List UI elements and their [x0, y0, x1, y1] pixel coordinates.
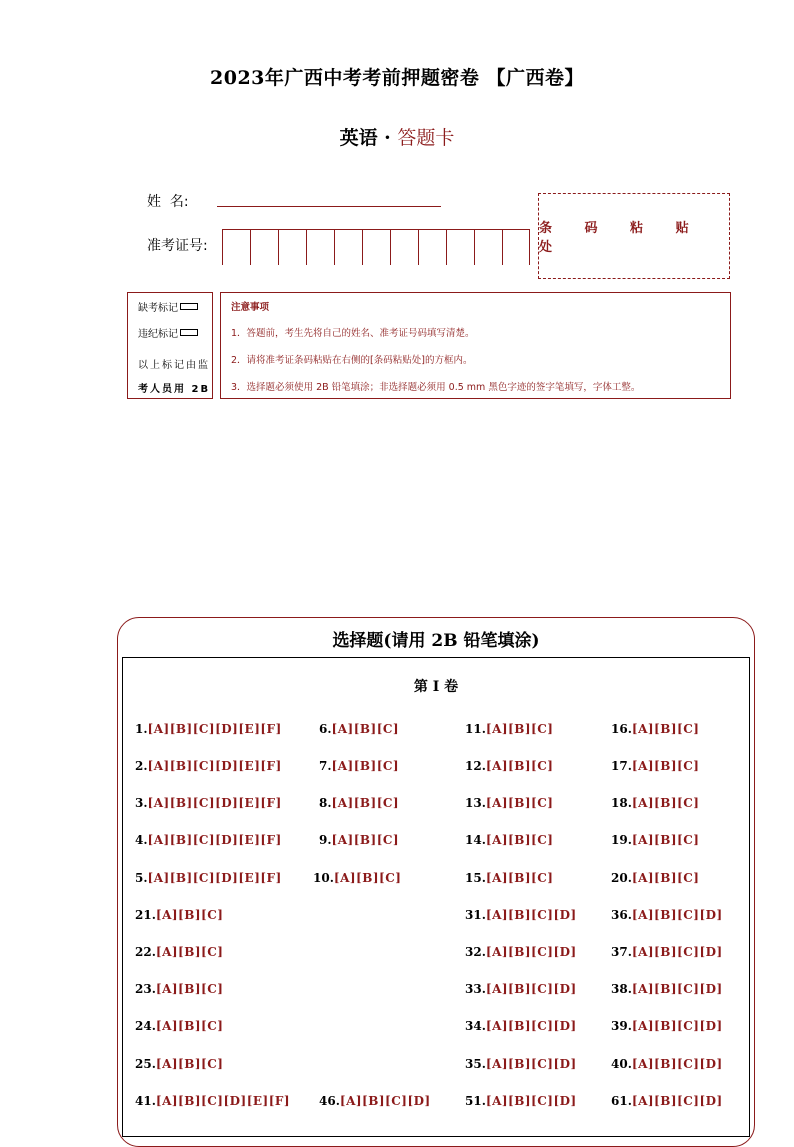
answer-options[interactable]: [A][B][C]: [155, 945, 224, 959]
question-number: 15.: [465, 871, 486, 885]
question-item: [611, 796, 699, 810]
answer-options[interactable]: [A][B][C]: [331, 722, 400, 736]
question-item: [465, 759, 553, 773]
answer-options[interactable]: [A][B][C][D]: [631, 1094, 723, 1108]
question-item: [135, 759, 282, 773]
question-item: [611, 908, 723, 922]
answer-options[interactable]: [A][B][C]: [333, 871, 402, 885]
answer-options[interactable]: [A][B][C]: [485, 833, 554, 847]
answer-options[interactable]: [A][B][C][D]: [485, 1094, 577, 1108]
question-number: 35.: [465, 1057, 486, 1071]
question-number: 17.: [611, 759, 632, 773]
note-item: 1．答题前，考生先将自己的姓名、准考证号码填写清楚。: [231, 328, 475, 339]
answer-options[interactable]: [A][B][C][D][E][F]: [147, 722, 282, 736]
violation-mark[interactable]: [180, 329, 198, 336]
note-item: 3．选择题必须使用 2B 铅笔填涂；非选择题必须用 0.5 mm 黑色字迹的签字笔填写，字体工整。: [231, 382, 641, 393]
name-field[interactable]: [217, 205, 441, 207]
id-digit-cell[interactable]: [334, 229, 362, 265]
question-item: [319, 759, 399, 773]
question-number: 21.: [135, 908, 156, 922]
name-label: 姓 名:: [147, 194, 189, 210]
question-number: 3.: [135, 796, 148, 810]
note-item: 2．请将准考证条码粘贴在右侧的[条码粘贴处]的方框内。: [231, 355, 473, 366]
answer-options[interactable]: [A][B][C]: [155, 1019, 224, 1033]
question-number: 8.: [319, 796, 332, 810]
absent-label: 缺考标记: [138, 303, 178, 314]
question-number: 16.: [611, 722, 632, 736]
answer-options[interactable]: [A][B][C]: [485, 871, 554, 885]
id-digit-cell[interactable]: [278, 229, 306, 265]
id-digit-cell[interactable]: [474, 229, 502, 265]
subject-title: [0, 123, 794, 150]
subject-label: 英语 ·: [339, 127, 398, 149]
answer-options[interactable]: [A][B][C][D]: [631, 945, 723, 959]
answer-options[interactable]: [A][B][C]: [485, 759, 554, 773]
question-item: [313, 871, 401, 885]
section-title: 选择题(请用 2B 铅笔填涂): [332, 631, 540, 651]
question-item: [611, 722, 699, 736]
question-item: [135, 722, 282, 736]
question-number: 38.: [611, 982, 632, 996]
answer-options[interactable]: [A][B][C][D]: [631, 1019, 723, 1033]
question-item: [135, 833, 282, 847]
id-digit-cell[interactable]: [362, 229, 390, 265]
violation-label: 违纪标记: [138, 329, 178, 340]
question-number: 11.: [465, 722, 486, 736]
question-item: [611, 945, 723, 959]
answer-options[interactable]: [A][B][C][D][E][F]: [147, 871, 282, 885]
question-item: [465, 796, 553, 810]
question-item: [465, 1094, 577, 1108]
question-number: 32.: [465, 945, 486, 959]
answer-options[interactable]: [A][B][C][D]: [485, 1019, 577, 1033]
question-number: 24.: [135, 1019, 156, 1033]
question-number: 36.: [611, 908, 632, 922]
question-number: 46.: [319, 1094, 340, 1108]
question-number: 51.: [465, 1094, 486, 1108]
question-item: [465, 833, 553, 847]
question-item: [465, 1057, 577, 1071]
question-number: 7.: [319, 759, 332, 773]
question-number: 41.: [135, 1094, 156, 1108]
answer-options[interactable]: [A][B][C][D]: [485, 945, 577, 959]
question-item: [135, 1094, 290, 1108]
question-number: 18.: [611, 796, 632, 810]
answer-options[interactable]: [A][B][C]: [155, 908, 224, 922]
question-item: [465, 945, 577, 959]
answer-options[interactable]: [A][B][C]: [331, 833, 400, 847]
question-number: 19.: [611, 833, 632, 847]
answer-options[interactable]: [A][B][C]: [631, 722, 700, 736]
absent-mark[interactable]: [180, 303, 198, 310]
question-item: [135, 871, 282, 885]
question-item: [611, 871, 699, 885]
question-item: [135, 982, 223, 996]
answer-options[interactable]: [A][B][C]: [631, 833, 700, 847]
question-item: [465, 982, 577, 996]
id-digit-cell[interactable]: [502, 229, 530, 265]
answer-options[interactable]: [A][B][C][D][E][F]: [147, 759, 282, 773]
question-number: 12.: [465, 759, 486, 773]
question-number: 33.: [465, 982, 486, 996]
notes-heading: 注意事项: [231, 302, 270, 313]
question-item: [135, 1057, 223, 1071]
answer-options[interactable]: [A][B][C][D]: [631, 908, 723, 922]
question-item: [319, 1094, 431, 1108]
question-number: 1.: [135, 722, 148, 736]
answer-options[interactable]: [A][B][C]: [331, 796, 400, 810]
question-number: 5.: [135, 871, 148, 885]
answer-options[interactable]: [A][B][C]: [155, 1057, 224, 1071]
answer-options[interactable]: [A][B][C][D][E][F]: [147, 833, 282, 847]
question-item: [611, 759, 699, 773]
question-number: 14.: [465, 833, 486, 847]
question-item: [319, 796, 399, 810]
answer-options[interactable]: [A][B][C][D][E][F]: [155, 1094, 291, 1108]
id-digit-cell[interactable]: [222, 229, 250, 265]
question-item: [611, 833, 699, 847]
question-number: 34.: [465, 1019, 486, 1033]
id-digit-cell[interactable]: [418, 229, 446, 265]
id-label: 准考证号:: [147, 238, 208, 254]
answer-options[interactable]: [A][B][C]: [331, 759, 400, 773]
id-digit-cell[interactable]: [390, 229, 418, 265]
answer-options[interactable]: [A][B][C][D]: [485, 908, 577, 922]
question-number: 13.: [465, 796, 486, 810]
question-item: [465, 722, 553, 736]
question-item: [319, 833, 399, 847]
answer-options[interactable]: [A][B][C]: [485, 722, 554, 736]
answer-options[interactable]: [A][B][C]: [155, 982, 224, 996]
question-number: 23.: [135, 982, 156, 996]
question-item: [611, 1094, 723, 1108]
question-item: [135, 945, 223, 959]
question-number: 61.: [611, 1094, 632, 1108]
notes-box: [220, 292, 731, 399]
question-item: [465, 871, 553, 885]
question-number: 2.: [135, 759, 148, 773]
page-title: 2023年广西中考考前押题密卷 【广西卷】: [210, 67, 584, 89]
answer-options[interactable]: [A][B][C][D]: [485, 1057, 577, 1071]
question-number: 6.: [319, 722, 332, 736]
id-digit-cell[interactable]: [250, 229, 278, 265]
violation-mark-row: [138, 325, 198, 340]
question-number: 4.: [135, 833, 148, 847]
question-number: 25.: [135, 1057, 156, 1071]
question-number: 20.: [611, 871, 632, 885]
answer-options[interactable]: [A][B][C][D]: [631, 1057, 723, 1071]
question-item: [611, 1019, 723, 1033]
barcode-label: 条 码 粘 贴 处: [539, 221, 703, 255]
question-item: [135, 796, 282, 810]
answer-options[interactable]: [A][B][C][D][E][F]: [147, 796, 282, 810]
question-number: 9.: [319, 833, 332, 847]
question-item: [465, 1019, 577, 1033]
question-item: [135, 1019, 223, 1033]
question-number: 22.: [135, 945, 156, 959]
answer-options[interactable]: [A][B][C]: [631, 796, 700, 810]
question-number: 40.: [611, 1057, 632, 1071]
answer-options[interactable]: [A][B][C]: [631, 871, 700, 885]
exam-id-field[interactable]: [222, 229, 530, 265]
volume-title: 第 I 卷: [413, 679, 459, 695]
question-number: 10.: [313, 871, 334, 885]
question-number: 31.: [465, 908, 486, 922]
question-item: [611, 982, 723, 996]
answer-options[interactable]: [A][B][C]: [485, 796, 554, 810]
question-item: [135, 908, 223, 922]
question-item: [319, 722, 399, 736]
question-item: [611, 1057, 723, 1071]
question-number: 39.: [611, 1019, 632, 1033]
barcode-area: [538, 193, 730, 279]
id-digit-cell[interactable]: [306, 229, 334, 265]
answer-options[interactable]: [A][B][C][D]: [485, 982, 577, 996]
answer-options[interactable]: [A][B][C]: [631, 759, 700, 773]
answer-options[interactable]: [A][B][C][D]: [339, 1094, 431, 1108]
mark-note-2: 考人员用 2B: [138, 384, 211, 395]
answer-options[interactable]: [A][B][C][D]: [631, 982, 723, 996]
absent-mark-row: [138, 299, 198, 314]
mark-note-1: 以上标记由监: [138, 360, 210, 371]
id-digit-cell[interactable]: [446, 229, 474, 265]
card-label: 答题卡: [397, 127, 455, 149]
question-item: [465, 908, 577, 922]
mark-box: [127, 292, 213, 399]
question-number: 37.: [611, 945, 632, 959]
